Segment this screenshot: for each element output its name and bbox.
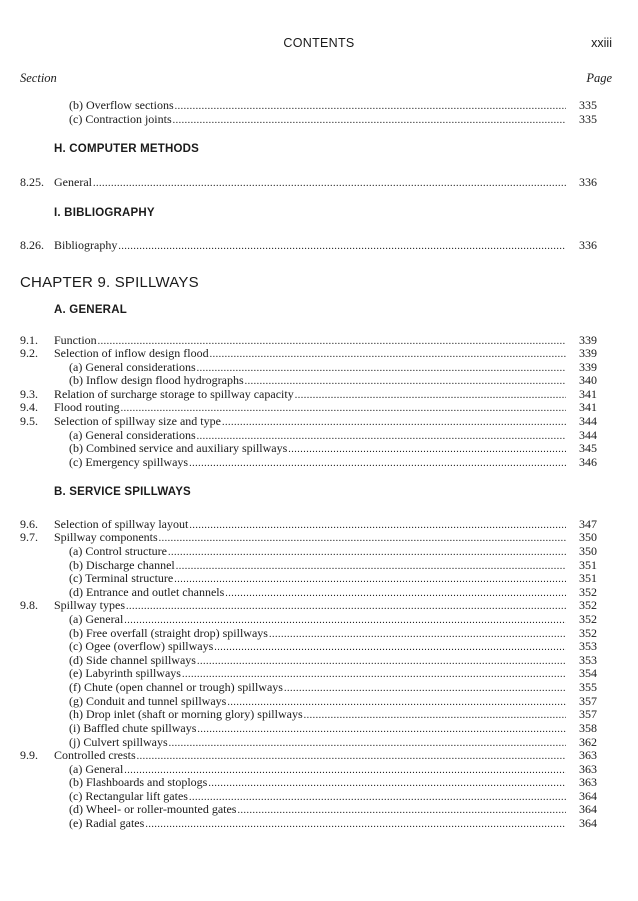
dot-leader (173, 114, 566, 128)
toc-entry (0, 346, 638, 360)
entry-title: (b) Discharge channel (69, 558, 175, 572)
chapter-title: CHAPTER 9. SPILLWAYS (20, 274, 199, 291)
toc-entry (0, 680, 638, 694)
entry-title: (c) Ogee (overflow) spillways (69, 639, 214, 653)
toc-entry (0, 98, 638, 112)
toc-entry (0, 816, 638, 830)
entry-title: Selection of inflow design flood (54, 346, 209, 360)
entry-page-number: 357 (579, 707, 597, 721)
entry-title: (b) Overflow sections (69, 98, 174, 112)
entry-page-number: 363 (579, 748, 597, 762)
entry-title: (c) Rectangular lift gates (69, 789, 188, 803)
entry-page-number: 350 (579, 530, 597, 544)
entry-title: (d) Wheel- or roller-mounted gates (69, 802, 237, 816)
entry-page-number: 346 (579, 455, 597, 469)
toc-entry (0, 707, 638, 721)
entry-page-number: 340 (579, 373, 597, 387)
entry-title: (c) Terminal structure (69, 571, 174, 585)
toc-entry (0, 762, 638, 776)
entry-page-number: 345 (579, 441, 597, 455)
section-number: 9.4. (20, 400, 38, 414)
section-number: 9.5. (20, 414, 38, 428)
entry-page-number: 339 (579, 360, 597, 374)
entry-title: Flood routing (54, 400, 120, 414)
entry-title: (f) Chute (open channel or trough) spillways (69, 680, 283, 694)
entry-page-number: 336 (579, 238, 597, 252)
entry-title: (c) Emergency spillways (69, 455, 189, 469)
entry-page-number: 354 (579, 666, 597, 680)
entry-title: Selection of spillway layout (54, 517, 189, 531)
entry-title: (a) General considerations (69, 428, 196, 442)
toc-entry (0, 175, 638, 189)
entry-title: (e) Labyrinth spillways (69, 666, 181, 680)
entry-page-number: 352 (579, 598, 597, 612)
entry-page-number: 341 (579, 400, 597, 414)
toc-entry (0, 653, 638, 667)
entry-title: (e) Radial gates (69, 816, 145, 830)
entry-page-number: 351 (579, 571, 597, 585)
subhead-bibliography: I. BIBLIOGRAPHY (54, 207, 155, 219)
entry-title-with-leader (69, 455, 566, 471)
subhead-service-spillways: B. SERVICE SPILLWAYS (54, 486, 191, 498)
toc-entry (0, 598, 638, 612)
toc-entry (0, 612, 638, 626)
entry-title-with-leader (54, 175, 566, 191)
entry-title-with-leader (54, 238, 566, 254)
entry-title-with-leader (69, 112, 566, 128)
entry-page-number: 363 (579, 762, 597, 776)
page-number: xxiii (591, 36, 612, 50)
toc-entry (0, 748, 638, 762)
entry-page-number: 339 (579, 346, 597, 360)
entry-page-number: 336 (579, 175, 597, 189)
toc-entry (0, 333, 638, 347)
toc-entry (0, 373, 638, 387)
entry-page-number: 364 (579, 789, 597, 803)
toc-entry (0, 544, 638, 558)
entry-page-number: 358 (579, 721, 597, 735)
toc-entry (0, 571, 638, 585)
entry-page-number: 362 (579, 735, 597, 749)
toc-entry (0, 441, 638, 455)
entry-page-number: 335 (579, 112, 597, 126)
entry-title: (b) Flashboards and stoplogs (69, 775, 208, 789)
entry-title: (i) Baffled chute spillways (69, 721, 197, 735)
entry-title: (c) Contraction joints (69, 112, 172, 126)
toc-entry (0, 666, 638, 680)
toc-entry (0, 112, 638, 126)
entry-page-number: 344 (579, 414, 597, 428)
entry-page-number: 364 (579, 816, 597, 830)
section-number: 8.25. (20, 175, 44, 189)
section-number: 9.6. (20, 517, 38, 531)
entry-page-number: 339 (579, 333, 597, 347)
toc-entry (0, 721, 638, 735)
entry-page-number: 357 (579, 694, 597, 708)
dot-leader (145, 818, 566, 832)
running-header-title: CONTENTS (283, 36, 355, 50)
toc-entry (0, 238, 638, 252)
entry-page-number: 355 (579, 680, 597, 694)
entry-title: Controlled crests (54, 748, 136, 762)
entry-title: (d) Entrance and outlet channels (69, 585, 225, 599)
page-column-heading: Page (586, 71, 612, 85)
toc-entry (0, 558, 638, 572)
section-number: 9.2. (20, 346, 38, 360)
toc-entry (0, 400, 638, 414)
section-number: 9.9. (20, 748, 38, 762)
toc-entry (0, 775, 638, 789)
entry-page-number: 353 (579, 653, 597, 667)
entry-page-number: 352 (579, 612, 597, 626)
entry-page-number: 335 (579, 98, 597, 112)
toc-entry (0, 639, 638, 653)
entry-title: (a) General considerations (69, 360, 196, 374)
entry-title: Selection of spillway size and type (54, 414, 221, 428)
toc-entry (0, 517, 638, 531)
section-number: 8.26. (20, 238, 44, 252)
entry-title: (h) Drop inlet (shaft or morning glory) spillways (69, 707, 303, 721)
toc-entry (0, 789, 638, 803)
section-number: 9.7. (20, 530, 38, 544)
entry-title: (b) Inflow design flood hydrographs (69, 373, 244, 387)
entry-title: Spillway types (54, 598, 125, 612)
entry-title: Function (54, 333, 97, 347)
dot-leader (118, 240, 566, 254)
section-column-heading: Section (20, 71, 57, 85)
entry-title: (b) Combined service and auxiliary spillways (69, 441, 288, 455)
entry-page-number: 353 (579, 639, 597, 653)
entry-title: (b) Free overfall (straight drop) spillways (69, 626, 268, 640)
entry-page-number: 363 (579, 775, 597, 789)
entry-title: (j) Culvert spillways (69, 735, 168, 749)
entry-title: (d) Side channel spillways (69, 653, 196, 667)
section-number: 9.8. (20, 598, 38, 612)
toc-entry (0, 735, 638, 749)
entry-page-number: 341 (579, 387, 597, 401)
entry-page-number: 351 (579, 558, 597, 572)
toc-entry (0, 585, 638, 599)
entry-title: (a) General (69, 612, 124, 626)
entry-page-number: 364 (579, 802, 597, 816)
toc-entry (0, 530, 638, 544)
entry-title: Bibliography (54, 238, 118, 252)
toc-entry (0, 802, 638, 816)
toc-entry (0, 626, 638, 640)
entry-title: Spillway components (54, 530, 158, 544)
section-number: 9.3. (20, 387, 38, 401)
dot-leader (93, 177, 566, 191)
entry-title: Relation of surcharge storage to spillway capacity (54, 387, 294, 401)
entry-title: (a) Control structure (69, 544, 167, 558)
entry-title: (a) General (69, 762, 124, 776)
toc-entry (0, 414, 638, 428)
subhead-general: A. GENERAL (54, 304, 127, 316)
entry-title: (g) Conduit and tunnel spillways (69, 694, 227, 708)
entry-title: General (54, 175, 92, 189)
section-number: 9.1. (20, 333, 38, 347)
dot-leader (189, 457, 566, 471)
entry-page-number: 344 (579, 428, 597, 442)
entry-page-number: 347 (579, 517, 597, 531)
toc-entry (0, 455, 638, 469)
toc-entry (0, 387, 638, 401)
entry-page-number: 352 (579, 585, 597, 599)
subhead-computer-methods: H. COMPUTER METHODS (54, 143, 199, 155)
toc-entry (0, 428, 638, 442)
toc-entry (0, 360, 638, 374)
entry-page-number: 352 (579, 626, 597, 640)
toc-entry (0, 694, 638, 708)
entry-title-with-leader (69, 816, 566, 832)
entry-page-number: 350 (579, 544, 597, 558)
